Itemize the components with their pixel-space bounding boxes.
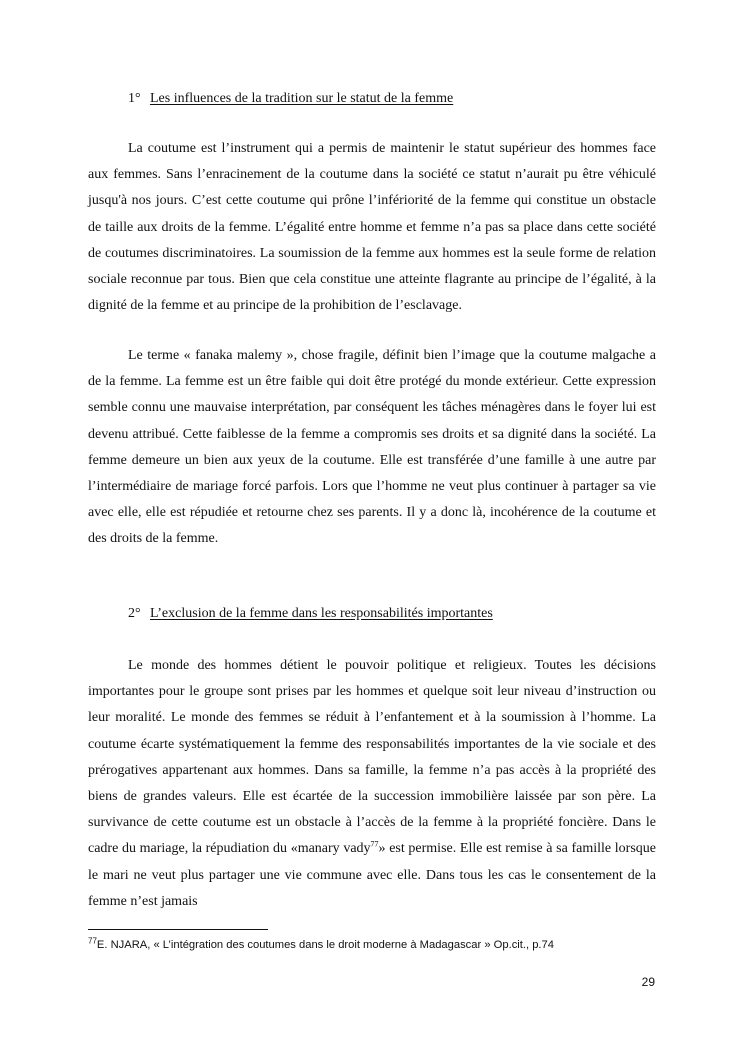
section-1-number: 1° <box>128 91 141 106</box>
section-1-paragraph-2: Le terme « fanaka malemy », chose fragile, définit bien l’image que la coutume malgache a de la femme. La femme est un être faible qui doit être protégé du monde extérieur. Cette expression semble connu une mauvaise interprétation, par conséquent les tâches ménagères dans le foyer lui est devenu attribué. Cette faiblesse de la femme a compromis ses droits et sa dignité dans la société. La femme demeure un bien aux yeux de la coutume. Elle est transférée d’une famille à une autre par l’intermédiaire de mariage forcé parfois. Lors que l’homme ne veut plus continuer à partager sa vie avec elle, elle est répudiée et retourne chez ses parents. Il y a donc là, incohérence de la coutume et des droits de la femme. <box>88 348 656 547</box>
section-1-title: Les influences de la tradition sur le statut de la femme <box>150 91 454 106</box>
section-2-heading <box>128 604 493 624</box>
section-1-paragraph-1: La coutume est l’instrument qui a permis de maintenir le statut supérieur des hommes face aux femmes. Sans l’enracinement de la coutume dans la société ce statut n’aurait pu être véhiculé jusqu'à nos jours. C’est cette coutume qui prône l’infériorité de la femme qui constitue un obstacle de taille aux droits de la femme. L’égalité entre homme et femme n’a pas sa place dans cette société de coutumes discriminatoires. La soumission de la femme aux hommes est la seule forme de relation sociale reconnue par tous. Bien que cela constitue une atteinte flagrante au principe de l’égalité, à la dignité de la femme et au principe de la prohibition de l’esclavage. <box>88 141 656 314</box>
section-2-number: 2° <box>128 606 141 621</box>
footnote-text: E. NJARA, « L’intégration des coutumes dans le droit moderne à Madagascar » Op.cit., p.74 <box>96 939 554 951</box>
footnote-reference-77[interactable]: 77 <box>370 839 379 849</box>
section-2-paragraph-text-end: » est permise. Elle est remise à sa famille lorsque le mari ne veut plus partager une vie commune avec elle. Dans tous les cas le consentement de la femme n’est jamais <box>88 841 656 909</box>
footnote-number: 77 <box>88 936 97 946</box>
footnote-77 <box>88 937 656 953</box>
section-2-title: L’exclusion de la femme dans les responsabilités importantes <box>150 606 493 621</box>
section-2-paragraph-1 <box>88 653 656 915</box>
section-2-paragraph-text-start: Le monde des hommes détient le pouvoir politique et religieux. Toutes les décisions importantes pour le groupe sont prises par les hommes et quelque soit leur niveau d’instruction ou leur moralité. Le monde des femmes se réduit à l’enfantement et à la soumission à l’homme. La coutume écarte systématiquement la femme des responsabilités importantes de la vie sociale et des prérogatives appartenant aux hommes. Dans sa famille, la femme n’a pas accès à la propriété des biens de grandes valeurs. Elle est écartée de la succession immobilière laissée par son père. La survivance de cette coutume est un obstacle à l’accès de la femme à la propriété foncière. Dans le cadre du mariage, la répudiation du «manary vady <box>88 658 656 857</box>
page-number: 29 <box>641 975 655 989</box>
section-1-heading <box>128 89 453 109</box>
footnote-separator <box>88 929 268 930</box>
